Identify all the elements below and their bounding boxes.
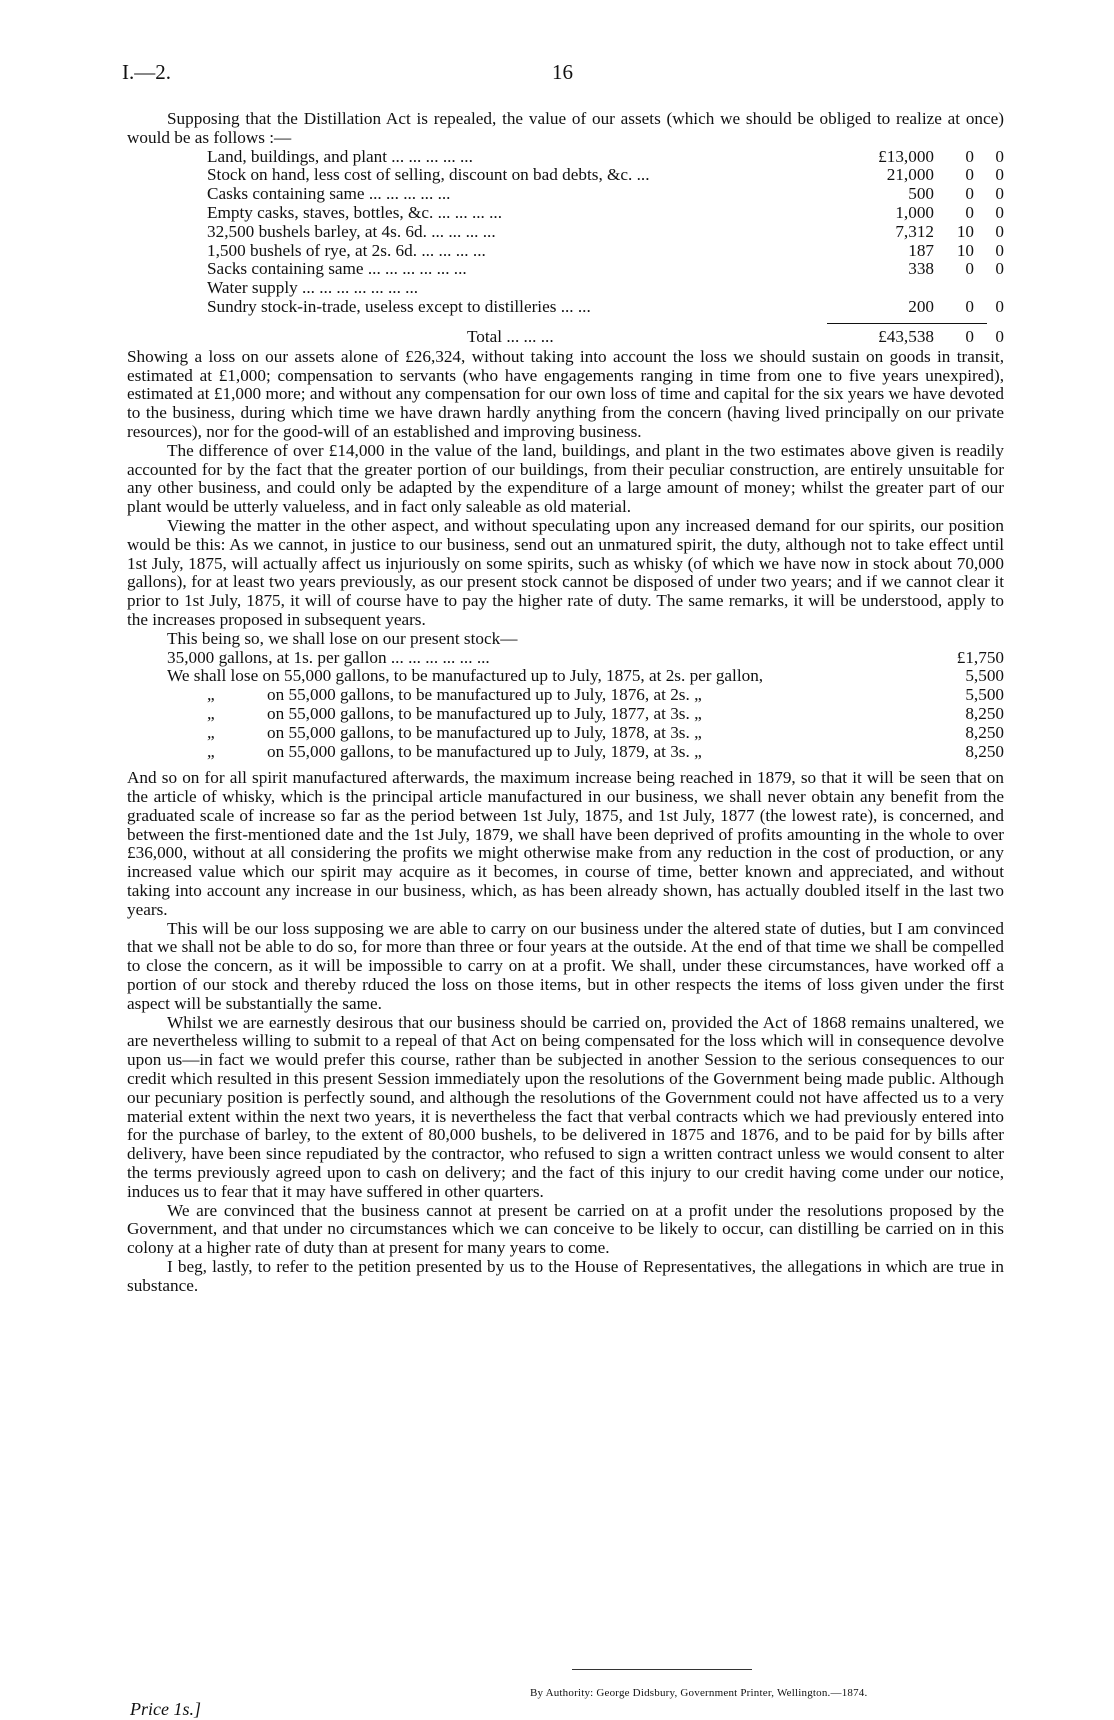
section-reference: I.—2. [122, 60, 171, 84]
printer-authority: By Authority: George Didsbury, Government Printer, Wellington.—1874. [530, 1687, 868, 1699]
asset-shillings: 10 [956, 221, 974, 241]
asset-pence: 0 [995, 221, 1004, 241]
paragraph-this-being: This being so, we shall lose on our present stock— [167, 628, 518, 648]
asset-desc: Sundry stock-in-trade, useless except to distilleries ... ... [207, 297, 591, 316]
paragraph-viewing: Viewing the matter in the other aspect, and without speculating upon any increased demand for our spirits, our position would be this: As we cannot, in justice to our business, send out an unmatured spirit, the duty, although not to take effect until 1st July, 1875, will actually affect us injuriously on some spirits, such as whisky (of which we have now in stock about 70,000 gallons), for at least two years previously, as our present stock cannot be disposed of under two years; and if we cannot clear it prior to 1st July, 1875, it will of course have to pay the higher rate of duty. The same remarks, it will be understood, apply to the increases proposed in subsequent years. [127, 515, 1004, 629]
loss-text: on 55,000 gallons, to be manufactured up to July, 1878, at 3s. „ [267, 723, 702, 742]
asset-desc: 1,500 bushels of rye, at 2s. 6d. ... ... ... ... [207, 241, 486, 260]
loss-amount: 5,500 [965, 685, 1004, 705]
price-note: Price 1s.] [130, 1699, 201, 1719]
paragraph-difference: The difference of over £14,000 in the value of the land, buildings, and plant in the two estimates above given is readily accounted for by the fact that the greater portion of our buildings, from their peculiar construction, are entirely unsuitable for any other business, and could only be adapted by the expenditure of a large amount of money; whilst the greater part of our plant would be utterly valueless, and in fact only saleable as old material. [127, 440, 1004, 517]
loss-text: on 55,000 gallons, to be manufactured up to July, 1879, at 3s. „ [267, 742, 702, 761]
loss-row [127, 724, 1004, 743]
asset-amount: 500 [908, 184, 934, 204]
ditto-mark: „ [207, 741, 215, 761]
asset-table [207, 148, 1004, 317]
total-row [207, 328, 1004, 348]
total-pence: 0 [995, 326, 1004, 346]
asset-pence: 0 [995, 259, 1004, 279]
ditto-mark: „ [207, 722, 215, 742]
asset-amount: 200 [908, 296, 934, 316]
loss-amount: 8,250 [965, 741, 1004, 761]
total-amount: £43,538 [878, 326, 934, 346]
page-number: 16 [552, 60, 573, 84]
loss-text: on 55,000 gallons, to be manufactured up to July, 1876, at 2s. „ [267, 686, 702, 705]
asset-row [207, 148, 1004, 167]
asset-row [207, 223, 1004, 242]
asset-desc: Water supply ... ... ... ... ... ... ... [207, 279, 419, 298]
asset-row [207, 242, 1004, 261]
loss-amount: 8,250 [965, 703, 1004, 723]
asset-pence: 0 [995, 184, 1004, 204]
asset-amount: £13,000 [878, 146, 934, 166]
asset-shillings: 0 [965, 259, 974, 279]
loss-table [127, 649, 1004, 762]
asset-pence: 0 [995, 165, 1004, 185]
footer-rule [572, 1669, 752, 1670]
loss-text: on 55,000 gallons, to be manufactured up to July, 1877, at 3s. „ [267, 704, 702, 723]
asset-pence: 0 [995, 146, 1004, 166]
asset-amount: 7,312 [895, 221, 934, 241]
loss-amount: 5,500 [965, 666, 1004, 686]
asset-row [207, 204, 1004, 223]
asset-shillings: 0 [965, 202, 974, 222]
asset-amount: 187 [908, 240, 934, 260]
asset-row [207, 298, 1004, 317]
asset-amount: 338 [908, 259, 934, 279]
loss-amount: 8,250 [965, 722, 1004, 742]
asset-desc: Stock on hand, less cost of selling, discount on bad debts, &c. ... [207, 166, 650, 185]
asset-desc: Sacks containing same ... ... ... ... ... ... [207, 260, 467, 279]
paragraph-showing: Showing a loss on our assets alone of £26,324, without taking into account the loss we should sustain on goods in transit, estimated at £1,000; compensation to servants (who have engagements ranging in time from one to five years unexpired), estimated at £1,000 more; and without any compensation for our own loss of time and capital for the six years we have devoted to the business, during which time we have drawn hardly anything from the concern (having lived principally on our private resources), nor for the good-will of an established and improving business. [127, 346, 1004, 441]
intro-paragraph: Supposing that the Distillation Act is repealed, the value of our assets (which we should be obliged to realize at once) would be as follows :— [127, 109, 1004, 147]
loss-text: We shall lose on 55,000 gallons, to be manufactured up to July, 1875, at 2s. per gallon, [167, 667, 764, 686]
loss-text: 35,000 gallons, at 1s. per gallon ... ... ... ... ... ... [167, 648, 490, 667]
asset-shillings: 0 [965, 146, 974, 166]
total-label: Total ... ... ... [467, 327, 554, 346]
loss-row [127, 686, 1004, 705]
asset-row [207, 279, 1004, 298]
asset-amount: 21,000 [886, 165, 934, 185]
asset-amount: 1,000 [895, 202, 934, 222]
loss-row [127, 743, 1004, 762]
total-shillings: 0 [965, 326, 974, 346]
ditto-mark: „ [207, 703, 215, 723]
body-text [127, 110, 1004, 1296]
asset-row [207, 260, 1004, 279]
asset-desc: Land, buildings, and plant ... ... ... ... ... [207, 147, 473, 166]
asset-desc: 32,500 bushels barley, at 4s. 6d. ... ... ... ... [207, 222, 496, 241]
ditto-mark: „ [207, 685, 215, 705]
loss-amount: £1,750 [956, 647, 1004, 667]
paragraph-convinced: We are convinced that the business cannot at present be carried on at a profit under the resolutions proposed by the Government, and that under no circumstances which we can conceive to be likely to occur, can distilling be carried on in this colony at a higher rate of duty than at present for many years to come. [127, 1200, 1004, 1258]
loss-row [127, 705, 1004, 724]
asset-desc: Empty casks, staves, bottles, &c. ... ... ... ... [207, 203, 503, 222]
asset-shillings: 0 [965, 165, 974, 185]
asset-desc: Casks containing same ... ... ... ... ... [207, 185, 451, 204]
asset-row [207, 185, 1004, 204]
paragraph-beg: I beg, lastly, to refer to the petition presented by us to the House of Representatives, the allegations in which are true in substance. [127, 1257, 1004, 1295]
asset-shillings: 10 [956, 240, 974, 260]
asset-row [207, 166, 1004, 185]
paragraph-this-will: This will be our loss supposing we are able to carry on our business under the altered state of duties, but I am convinced that we shall not be able to do so, for more than three or four years at the outside. At the end of that time we shall be compelled to close the concern, as it will be impossible to carry on at a profit. We shall, under these circumstances, have worked off a portion of our stock and thereby rduced the loss on those items, but in other respects the items of loss given under the first aspect will be substantially the same. [127, 918, 1004, 1013]
loss-row [127, 649, 1004, 668]
asset-shillings: 0 [965, 296, 974, 316]
loss-row [127, 667, 1004, 686]
asset-pence: 0 [995, 240, 1004, 260]
paragraph-and-so-on: And so on for all spirit manufactured afterwards, the maximum increase being reached in 1879, so that it will be seen that on the article of whisky, which is the principal article manufactured in our business, we shall never obtain any benefit from the graduated scale of increase so far as the period between 1st July, 1875, and 1st July, 1877 (the lowest rate), is concerned, and between the first-mentioned date and the 1st July, 1879, we shall have been deprived of profits amounting in the whole to over £36,000, without at all considering the profits we might otherwise make from any reduction in the cost of production, or any increased value which our spirit may acquire as it becomes, in course of time, better known and appreciated, and without taking into account any increase in our business, which, as has been already shown, has actually doubled itself in the last two years. [127, 768, 1004, 919]
paragraph-whilst: Whilst we are earnestly desirous that our business should be carried on, provided the Act of 1868 remains unaltered, we are nevertheless willing to submit to a repeal of that Act on being compensated for the loss which will in consequence devolve upon us—in fact we would prefer this course, rather than be subjected in another Session to the serious consequences to our credit which resulted in this present Session immediately upon the resolutions of the Government being made public. Although our pecuniary position is perfectly sound, and although the resolutions of the Government could not have affected us to a very material extent within the next two years, it is nevertheless the fact that verbal contracts which we had previously entered into for the purchase of barley, to the extent of 80,000 bushels, to be delivered in 1875 and 1876, and to be paid for by bills after delivery, have been since repudiated by the contractor, who refused to sign a written contract unless we would consent to alter the terms previously agreed upon to cash on delivery; and the fact of this injury to our credit having come under our notice, induces us to fear that it may have suffered in other quarters. [127, 1012, 1004, 1201]
asset-pence: 0 [995, 202, 1004, 222]
asset-shillings: 0 [965, 184, 974, 204]
asset-pence: 0 [995, 296, 1004, 316]
